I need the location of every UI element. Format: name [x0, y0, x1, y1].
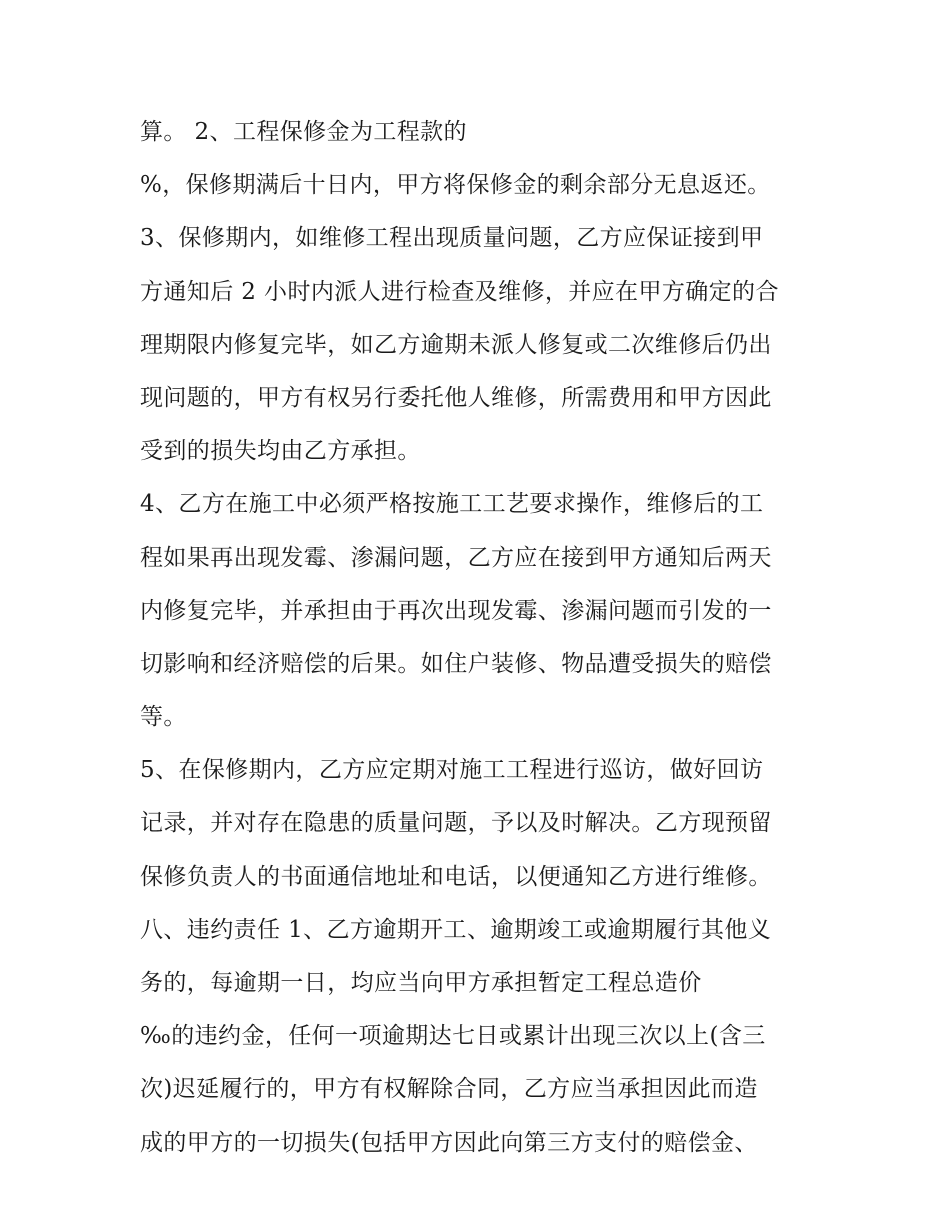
text-line: 等。 [140, 704, 187, 731]
document-body [140, 106, 820, 1170]
text-line: 成的甲方的一切损失(包括甲方因此向第三方支付的赔偿金、 [140, 1129, 758, 1156]
text-line: 4、乙方在施工中必须严格按施工工艺要求操作，维修后的工 [140, 491, 764, 518]
text-line: 3、保修期内，如维修工程出现质量问题，乙方应保证接到甲 [140, 225, 764, 252]
text-line: 理期限内修复完毕，如乙方逾期未派人修复或二次维修后仍出 [140, 331, 772, 358]
text-line: 切影响和经济赔偿的后果。如住户装修、物品遭受损失的赔偿 [140, 650, 772, 677]
text-line: 5、在保修期内，乙方应定期对施工工程进行巡访，做好回访 [140, 757, 764, 784]
text-line: 程如果再出现发霉、渗漏问题，乙方应在接到甲方通知后两天 [140, 544, 772, 571]
text-line: 方通知后 2 小时内派人进行检查及维修，并应在甲方确定的合 [140, 278, 779, 305]
text-line: 受到的损失均由乙方承担。 [140, 438, 421, 465]
text-line: 现问题的，甲方有权另行委托他人维修，所需费用和甲方因此 [140, 384, 772, 411]
text-line: ‰的违约金，任何一项逾期达七日或累计出现三次以上(含三 [140, 1023, 766, 1050]
text-line: %，保修期满后十日内，甲方将保修金的剩余部分无息返还。 [140, 172, 771, 199]
text-line: 记录，并对存在隐患的质量问题，予以及时解决。乙方现预留 [140, 810, 772, 837]
text-line: 八、违约责任 1、乙方逾期开工、逾期竣工或逾期履行其他义 [140, 916, 772, 943]
text-line: 次)迟延履行的，甲方有权解除合同，乙方应当承担因此而造 [140, 1076, 758, 1103]
text-line: 内修复完毕，并承担由于再次出现发霉、渗漏问题而引发的一 [140, 597, 772, 624]
text-line: 算。 2、工程保修金为工程款的 [140, 119, 467, 145]
text-line: 保修负责人的书面通信地址和电话，以便通知乙方进行维修。 [140, 863, 772, 890]
text-line: 务的，每逾期一日，均应当向甲方承担暂定工程总造价 [140, 970, 702, 996]
